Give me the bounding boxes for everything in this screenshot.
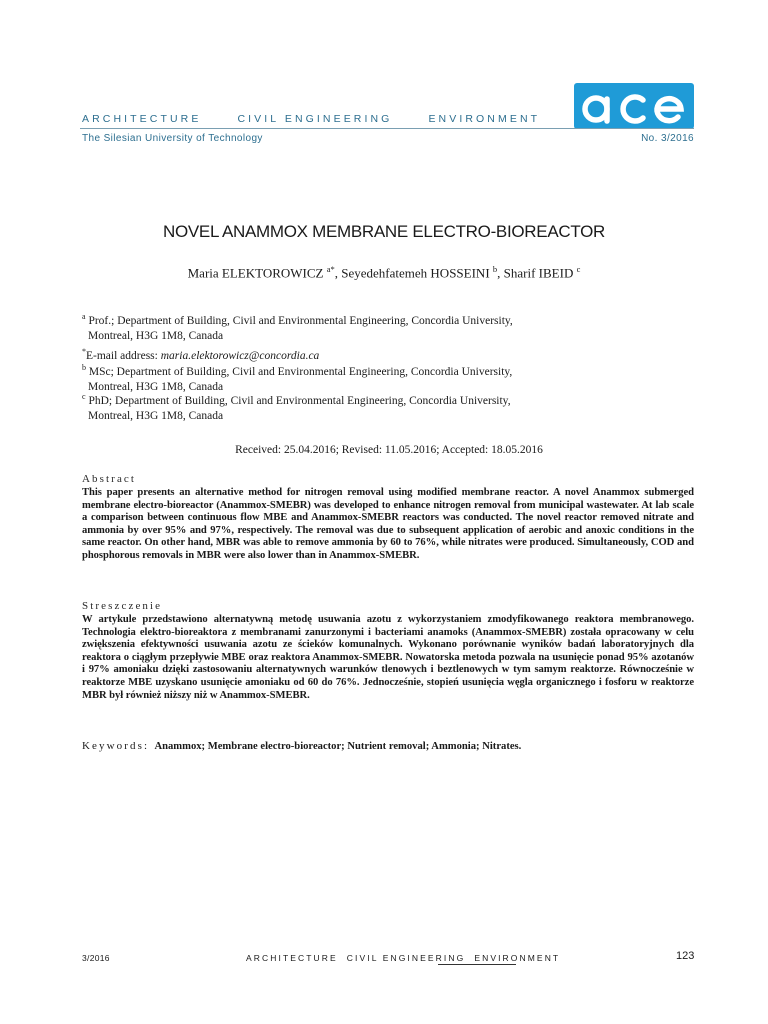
keywords-label: Keywords: (82, 740, 150, 752)
author-name: Seyedehfatemeh HOSSEINI (341, 265, 490, 281)
streszczenie-heading: Streszczenie (82, 600, 163, 612)
header-rule (80, 128, 694, 129)
page-number: 123 (676, 950, 695, 962)
journal-word-environment: ENVIRONMENT (428, 113, 541, 125)
footer-journal-name: ARCHITECTURE CIVIL ENGINEERING ENVIRONMENT (246, 953, 561, 963)
author-sup: c (576, 264, 581, 274)
author-list: Maria ELEKTOROWICZ $^{a*}$, Seyedehfatemeh HOSSEINI $^b$, Sharif IBEID $^c$ (187, 264, 581, 281)
footer-issue: 3/2016 (82, 953, 110, 963)
journal-word-architecture: ARCHITECTURE (82, 113, 202, 125)
issue-number: No. 3/2016 (641, 133, 694, 144)
keywords-text: Anammox; Membrane electro-bioreactor; Nutrient removal; Ammonia; Nitrates. (154, 741, 522, 752)
article-title: NOVEL ANAMMOX MEMBRANE ELECTRO-BIOREACTOR (162, 222, 606, 241)
affiliation-a: $^a$ Prof.; Department of Building, Civil and Environmental Engineering, Concordia University, Montreal, H3G 1M8, Canada *E-mail address: maria.elektorowicz@concordia.ca (82, 312, 513, 362)
author-sup: b (492, 264, 498, 274)
university-name: The Silesian University of Technology (82, 133, 263, 144)
journal-name (82, 113, 540, 125)
footer-underline (438, 964, 516, 965)
streszczenie-text: W artykule przedstawiono alternatywną metodę usuwania azotu z wykorzystaniem zmodyfikowanego reaktora membranowego. Technologia elektro-bioreaktora z membranami zanurzonymi i bacteriami anamoks (Anammox-SMEBR) została opracowany w celu zwiększenia efektywności usuwania azotu ze ścieków komunalnych. Wykonano porównanie wyników badań laboratoryjnych dla reaktora o ciągłym przepływie MBE oraz reaktora Anammox-SMEBR. Nowatorska metoda pozwala na usunięcie ponad 95% azotanów i 97% amoniaku dzięki zastosowaniu alternatywnych warunków tlenowych i beztlenowych w tym samym reaktorze. Równocześnie w reaktorze MBE uzyskano usunięcie amoniaku od 60 do 76%. Jednocześnie, stopień usunięcia węgla organicznego i fosforu w reaktorze MBR był również niższy niż w Anammox-SMEBR. (82, 614, 694, 701)
journal-word-civil-engineering: CIVIL ENGINEERING (237, 113, 393, 125)
email-link[interactable]: maria.elektorowicz@concordia.ca (160, 349, 320, 362)
affiliation-c: $^c$ PhD; Department of Building, Civil and Environmental Engineering, Concordia University, Montreal, H3G 1M8, Canada (82, 392, 511, 422)
keywords-line (82, 740, 521, 752)
journal-logo (574, 83, 694, 129)
abstract-heading: Abstract (82, 473, 137, 485)
author-name: Sharif IBEID (503, 265, 574, 281)
author-name: Maria ELEKTOROWICZ (187, 265, 324, 281)
abstract-text: This paper presents an alternative method for nitrogen removal using modified membrane reactor. A novel Anammox submerged membrane electro-bioreactor (Anammox-SMEBR) was developed to enhance nitrogen removal from municipal wastewater. At lab scale a comparison between continuous flow MBE and Anammox-SMEBR reactors was conducted. The novel reactor removed nitrate and ammonia by over 95% and 97%, respectively. The removal was due to subsequent application of aerobic and anoxic conditions in the same reactor. On other hand, MBR was able to remove ammonia by 60 to 76%, while nitrates were produced. Simultaneously, COD and phosphorous removals in MBR were also lower than in Anammox-SMEBR. (82, 487, 694, 561)
article-dates: Received: 25.04.2016; Revised: 11.05.2016; Accepted: 18.05.2016 (235, 444, 543, 456)
affiliation-b: $^b$ MSc; Department of Building, Civil and Environmental Engineering, Concordia University, Montreal, H3G 1M8, Canada (82, 363, 513, 393)
author-sup: a* (326, 264, 335, 274)
